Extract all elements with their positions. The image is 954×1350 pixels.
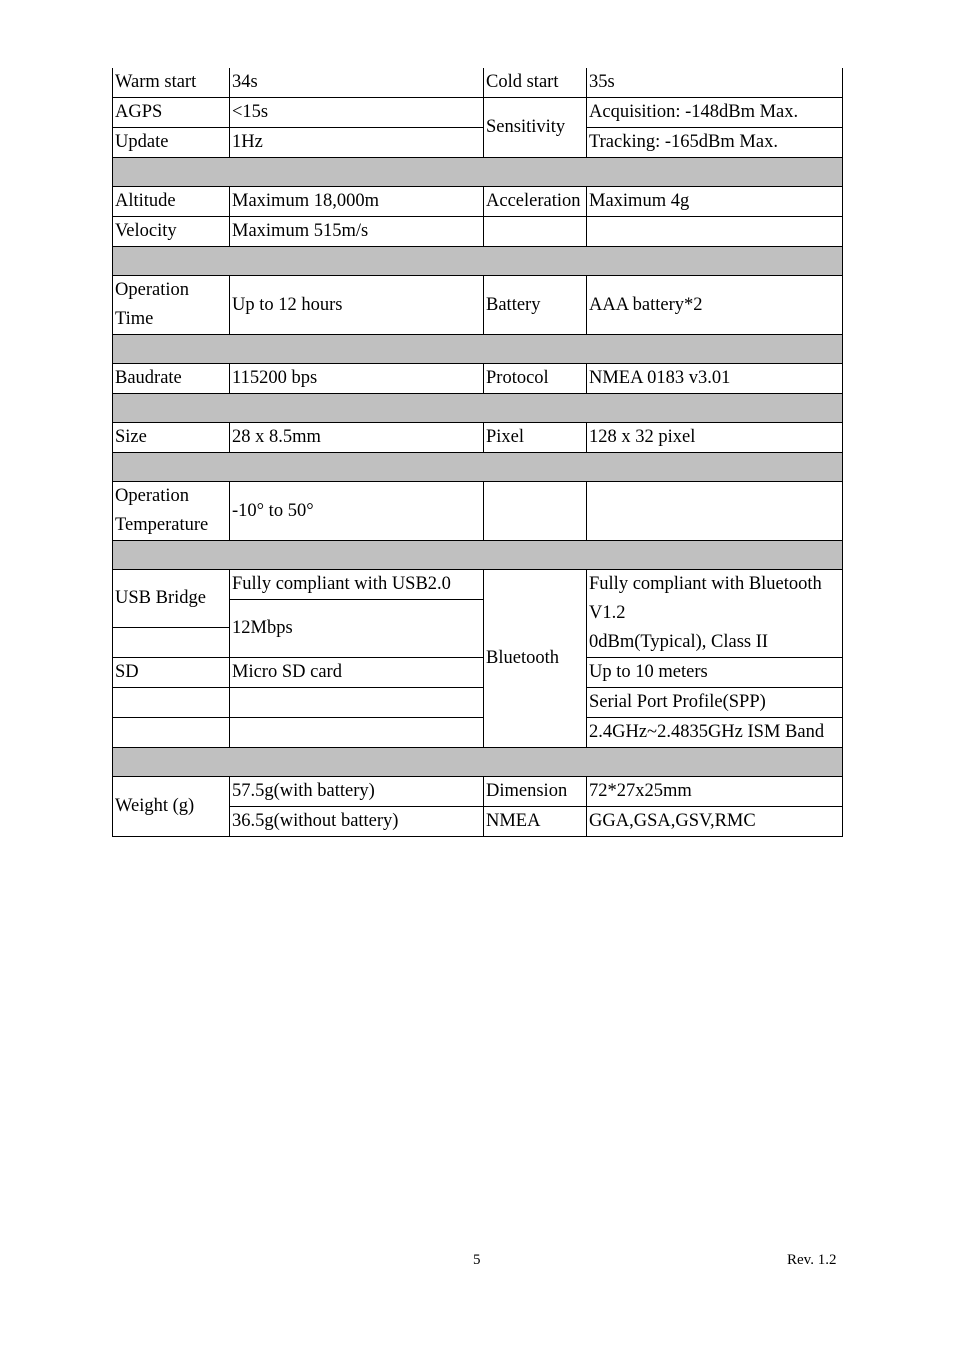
operation-temperature-label-line1: Operation [115,486,189,506]
warm-start-value: 34s [230,68,484,98]
velocity-value: Maximum 515m/s [230,217,484,247]
acceleration-label: Acceleration [484,187,587,217]
empty-cell [230,688,484,718]
size-value: 28 x 8.5mm [230,423,484,453]
operation-time-label-line1: Operation [115,280,189,300]
empty-cell [230,718,484,748]
bluetooth-compliance-line1: Fully compliant with Bluetooth [589,574,822,594]
bluetooth-compliance-line2: V1.2 [589,603,626,623]
bluetooth-compliance-value [587,570,843,658]
battery-value: AAA battery*2 [587,276,843,335]
cold-start-value: 35s [587,68,843,98]
operation-time-value: Up to 12 hours [230,276,484,335]
table-row [113,68,843,98]
empty-cell [587,482,843,541]
bluetooth-compliance-line3: 0dBm(Typical), Class II [589,632,769,652]
empty-cell [587,217,843,247]
section-separator [113,394,843,423]
section-separator [113,453,843,482]
table-row [113,128,843,158]
bluetooth-band-value: 2.4GHz~2.4835GHz ISM Band [587,718,843,748]
update-value: 1Hz [230,128,484,158]
specification-table [112,68,843,837]
acceleration-value: Maximum 4g [587,187,843,217]
pixel-value: 128 x 32 pixel [587,423,843,453]
table-row [113,718,843,748]
sd-label: SD [113,658,230,688]
usb-compliance-value: Fully compliant with USB2.0 [230,570,484,600]
usb-bridge-label: USB Bridge [113,570,230,628]
usb-bridge-spacer [113,628,230,658]
section-separator [113,158,843,187]
operation-time-label-line2: Time [115,309,154,329]
weight-with-battery-value: 57.5g(with battery) [230,777,484,807]
usb-speed-value: 12Mbps [230,600,484,658]
table-row [113,98,843,128]
altitude-value: Maximum 18,000m [230,187,484,217]
tracking-value: Tracking: -165dBm Max. [587,128,843,158]
pixel-label: Pixel [484,423,587,453]
acquisition-value: Acquisition: -148dBm Max. [587,98,843,128]
table-row [113,658,843,688]
baudrate-label: Baudrate [113,364,230,394]
section-separator [113,335,843,364]
cold-start-label: Cold start [484,68,587,98]
size-label: Size [113,423,230,453]
weight-label: Weight (g) [113,777,230,837]
revision-label: Rev. 1.2 [787,1252,837,1268]
empty-cell [113,718,230,748]
table-row [113,423,843,453]
battery-label: Battery [484,276,587,335]
page-number: 5 [473,1252,481,1268]
protocol-value: NMEA 0183 v3.01 [587,364,843,394]
bluetooth-label: Bluetooth [484,570,587,748]
section-separator [113,748,843,777]
operation-time-label [113,276,230,335]
nmea-label: NMEA [484,807,587,837]
altitude-label: Altitude [113,187,230,217]
dimension-value: 72*27x25mm [587,777,843,807]
sensitivity-label: Sensitivity [484,98,587,158]
operation-temperature-label [113,482,230,541]
section-separator [113,247,843,276]
operation-temperature-label-line2: Temperature [115,515,209,535]
empty-cell [484,217,587,247]
table-row [113,187,843,217]
dimension-label: Dimension [484,777,587,807]
bluetooth-profile-value: Serial Port Profile(SPP) [587,688,843,718]
weight-without-battery-value: 36.5g(without battery) [230,807,484,837]
nmea-value: GGA,GSA,GSV,RMC [587,807,843,837]
velocity-label: Velocity [113,217,230,247]
table-row [113,777,843,807]
table-row [113,570,843,600]
agps-label: AGPS [113,98,230,128]
baudrate-value: 115200 bps [230,364,484,394]
update-label: Update [113,128,230,158]
table-row [113,482,843,541]
empty-cell [113,688,230,718]
table-row [113,276,843,335]
operation-temperature-value: -10° to 50° [230,482,484,541]
agps-value: <15s [230,98,484,128]
section-separator [113,541,843,570]
warm-start-label: Warm start [113,68,230,98]
empty-cell [484,482,587,541]
protocol-label: Protocol [484,364,587,394]
table-row [113,364,843,394]
sd-value: Micro SD card [230,658,484,688]
table-row [113,217,843,247]
table-row [113,688,843,718]
bluetooth-range-value: Up to 10 meters [587,658,843,688]
